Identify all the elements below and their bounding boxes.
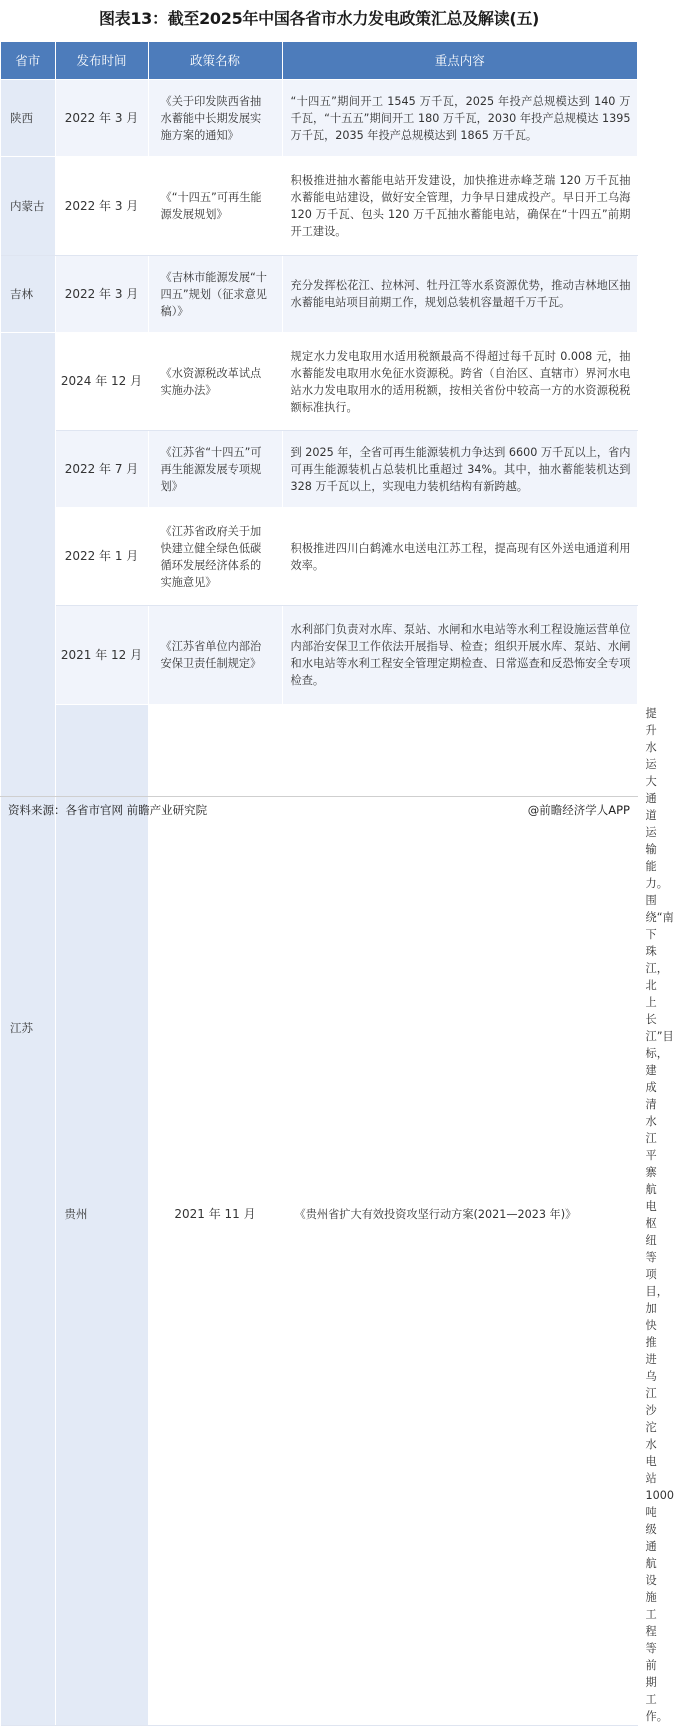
header-province: 省市	[1, 42, 55, 80]
table-row	[1, 431, 637, 508]
brand-credit: @前瞻经济学人APP	[527, 803, 630, 817]
content-cell: 积极推进四川白鹤滩水电送电江苏工程，提高现有区外送电通道利用效率。	[282, 508, 637, 606]
table-row	[1, 606, 637, 705]
date-cell: 2022 年 7 月	[55, 431, 148, 508]
province-cell: 陕西	[1, 80, 55, 157]
content-cell: 水利部门负责对水库、泵站、水闸和水电站等水利工程设施运营单位内部治安保卫工作依法开展指导、检查；组织开展水库、泵站、水闸和水电站等水利工程安全管理定期检查、日常巡查和反恐怖安全专项检查。	[282, 606, 637, 705]
date-cell: 2022 年 3 月	[55, 157, 148, 256]
policy-name-cell: 《吉林市能源发展“十四五”规划（征求意见稿）》	[148, 256, 282, 333]
date-cell: 2022 年 3 月	[55, 256, 148, 333]
header-date: 发布时间	[55, 42, 148, 80]
header-key-content: 重点内容	[282, 42, 637, 80]
page-title: 图表13：截至2025年中国各省市水力发电政策汇总及解读(五)	[98, 9, 540, 28]
date-cell: 2021 年 12 月	[55, 606, 148, 705]
province-cell: 江苏	[1, 333, 55, 1726]
date-cell: 2021 年 11 月	[148, 705, 282, 1726]
header-policy-name: 政策名称	[148, 42, 282, 80]
table-row	[1, 80, 637, 157]
table-row: 贵州 2021 年 11 月 《贵州省扩大有效投资攻坚行动方案(2021—2023 年)》 提升水运大通道运输能力。围绕“南下珠江，北上长江”目标，建成清水江平寨航电枢纽等项目，加快推进乌江沙沱水电站 1000 吨级通航设施工程等前期工作。	[1, 705, 637, 1726]
content-cell: “十四五”期间开工 1545 万千瓦，2025 年投产总规模达到 140 万千瓦，“十五五”期间开工 180 万千瓦，2030 年投产总规模达 1395 万千瓦，2035 年投产总规模达到 1865 万千瓦。	[282, 80, 637, 157]
policy-name-cell: 《江苏省政府关于加快建立健全绿色低碳循环发展经济体系的实施意见》	[148, 508, 282, 606]
content-cell: 规定水力发电取用水适用税额最高不得超过每千瓦时 0.008 元，抽水蓄能发电取用水免征水资源税。跨省（自治区、直辖市）界河水电站水力发电取用水的适用税额，按相关省份中较高一方的水资源税税额标准执行。	[282, 333, 637, 431]
date-cell: 2022 年 3 月	[55, 80, 148, 157]
table-row	[1, 508, 637, 606]
footer	[0, 796, 638, 823]
province-cell: 贵州	[55, 705, 148, 1726]
province-cell: 内蒙古	[1, 157, 55, 256]
policy-name-cell: 《关于印发陕西省抽水蓄能中长期发展实施方案的通知》	[148, 80, 282, 157]
date-cell: 2022 年 1 月	[55, 508, 148, 606]
content-cell: 积极推进抽水蓄能电站开发建设，加快推进赤峰芝瑞 120 万千瓦抽水蓄能电站建设，做好安全管理，力争早日建成投产。早日开工乌海 120 万千瓦、包头 120 万千瓦抽水蓄能电站，确保在“十四五”前期开工建设。	[282, 157, 637, 256]
policy-name-cell: 《江苏省“十四五”可再生能源发展专项规划》	[148, 431, 282, 508]
table-row	[1, 333, 637, 431]
date-cell: 2024 年 12 月	[55, 333, 148, 431]
province-cell: 吉林	[1, 256, 55, 333]
policy-name-cell: 《江苏省单位内部治安保卫责任制规定》	[148, 606, 282, 705]
content-cell: 到 2025 年，全省可再生能源装机力争达到 6600 万千瓦以上，省内可再生能源装机占总装机比重超过 34%。其中，抽水蓄能装机达到 328 万千瓦以上，实现电力装机结构有新跨越。	[282, 431, 637, 508]
policy-name-cell: 《“十四五”可再生能源发展规划》	[148, 157, 282, 256]
policy-name-cell: 《贵州省扩大有效投资攻坚行动方案(2021—2023 年)》	[282, 705, 637, 1726]
table-header-row	[1, 42, 637, 80]
table-row	[1, 256, 637, 333]
source-note: 资料来源：各省市官网 前瞻产业研究院	[8, 803, 208, 817]
policy-table	[1, 42, 674, 1726]
policy-name-cell: 《水资源税改革试点实施办法》	[148, 333, 282, 431]
content-cell: 充分发挥松花江、拉林河、牡丹江等水系资源优势，推动吉林地区抽水蓄能电站项目前期工作，规划总装机容量超千万千瓦。	[282, 256, 637, 333]
table-row	[1, 157, 637, 256]
